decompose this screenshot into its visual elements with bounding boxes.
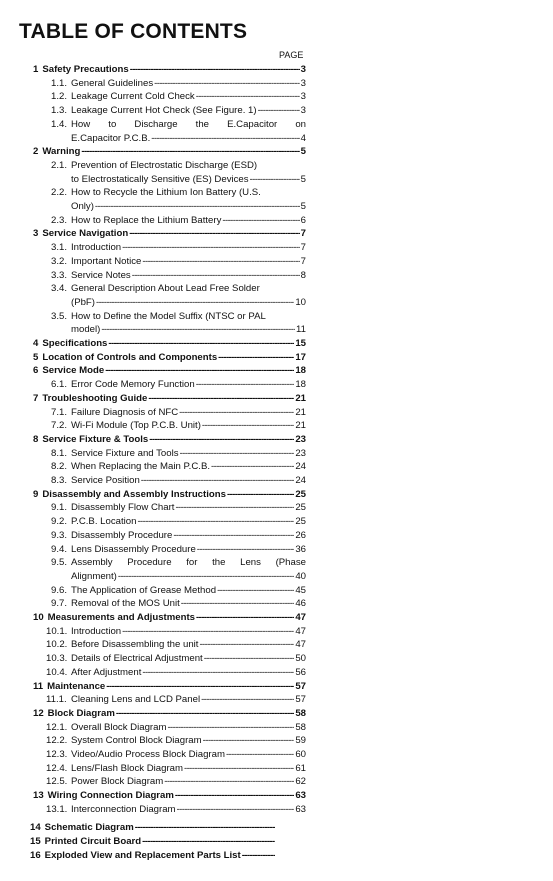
toc-entry	[51, 597, 306, 611]
toc-entry	[33, 364, 306, 378]
entry-page: 63	[295, 803, 306, 815]
toc-entry	[33, 433, 306, 447]
entry-page: 47	[295, 625, 306, 637]
toc-entry	[51, 186, 306, 200]
dot-leader	[201, 693, 294, 707]
toc-entry	[51, 556, 306, 570]
entry-title-continued: to Electrostatically Sensitive (ES) Devices	[71, 173, 249, 185]
entry-number: 2.1.	[51, 159, 68, 171]
entry-page: 3	[300, 64, 306, 75]
toc-entry	[33, 63, 306, 77]
entry-title: Assembly Procedure for the Lens (Phase	[71, 557, 306, 569]
dot-leader	[81, 145, 299, 159]
entry-title: Prevention of Electrostatic Discharge (ESD)	[71, 159, 258, 171]
entry-title: Troubleshooting Guide	[42, 392, 148, 404]
entry-title: When Replacing the Main P.C.B.	[71, 461, 211, 473]
entry-page: 7	[300, 255, 306, 267]
entry-page: 21	[295, 392, 306, 404]
entry-page: 24	[295, 475, 306, 486]
entry-number: 10.1.	[46, 625, 68, 637]
entry-number: 14	[30, 822, 41, 834]
dot-leader	[122, 625, 294, 639]
entry-number: 3.5.	[51, 310, 68, 322]
entry-number: 8.3.	[51, 475, 68, 486]
entry-number: 2	[33, 146, 39, 158]
dot-leader	[199, 638, 294, 652]
entry-page: 7	[300, 228, 306, 240]
entry-number: 16	[30, 849, 41, 861]
entry-page: 21	[295, 420, 306, 432]
entry-number: 7.2.	[51, 420, 68, 432]
toc-entry	[51, 378, 306, 392]
toc-entry	[51, 90, 306, 104]
entry-page: 46	[295, 598, 306, 610]
entry-page: 26	[295, 529, 306, 541]
entry-page: 5	[300, 201, 306, 212]
toc-entry	[33, 145, 306, 159]
entry-number: 2.3.	[51, 214, 68, 226]
dot-leader	[130, 63, 300, 77]
entry-title: Introduction	[71, 625, 122, 637]
entry-number: 9.3.	[51, 529, 68, 541]
dot-leader	[101, 323, 295, 337]
toc-entry	[33, 789, 306, 803]
toc-entry	[51, 269, 306, 283]
entry-page: 11	[296, 324, 306, 336]
toc-entry	[51, 447, 306, 461]
toc-entry	[51, 543, 306, 557]
dot-leader	[202, 419, 294, 433]
page-column-label: PAGE	[279, 50, 304, 60]
entry-page: 8	[300, 269, 306, 281]
dot-leader	[108, 337, 294, 351]
toc-entry	[30, 849, 276, 863]
toc-entry	[30, 835, 276, 849]
entry-page: 36	[295, 543, 306, 555]
entry-title: Important Notice	[71, 255, 142, 267]
entry-title: Location of Controls and Components	[42, 351, 218, 363]
entry-page: 60	[295, 749, 306, 760]
entry-page: 57	[295, 694, 306, 706]
entry-number: 12	[33, 707, 44, 719]
entry-title: Wi-Fi Module (Top P.C.B. Unit)	[71, 420, 201, 432]
entry-page: 21	[295, 406, 306, 418]
entry-title: Service Fixture and Tools	[71, 447, 179, 459]
entry-title: Service Navigation	[42, 228, 129, 240]
toc-entry-continued	[71, 132, 306, 146]
entry-number: 7.1.	[51, 406, 68, 418]
entry-title: Leakage Current Cold Check	[71, 91, 195, 103]
entry-title: Error Code Memory Function	[71, 379, 195, 391]
dot-leader	[217, 584, 294, 598]
entry-page: 57	[295, 680, 306, 692]
entry-title: Overall Block Diagram	[71, 721, 167, 733]
entry-number: 11	[33, 680, 44, 692]
entry-number: 13	[33, 790, 44, 802]
dot-leader	[154, 77, 300, 91]
entry-page: 25	[295, 502, 306, 514]
dot-leader	[173, 529, 294, 543]
toc-entry	[51, 255, 306, 269]
entry-number: 3.3.	[51, 269, 68, 281]
toc-entry	[51, 241, 306, 255]
entry-number: 10.3.	[46, 653, 68, 665]
entry-title: Details of Electrical Adjustment	[71, 653, 203, 665]
dot-leader	[227, 488, 294, 502]
entry-number: 6.1.	[51, 379, 68, 391]
entry-page: 25	[295, 516, 306, 528]
dot-leader	[151, 132, 299, 146]
toc-entry	[46, 748, 306, 762]
toc-entry	[33, 611, 306, 625]
entry-number: 10.2.	[46, 639, 68, 651]
entry-title: Measurements and Adjustments	[47, 612, 195, 623]
entry-page: 58	[295, 721, 306, 733]
entry-title: Exploded View and Replacement Parts List	[44, 849, 241, 861]
entry-number: 3.2.	[51, 255, 68, 267]
entry-number: 9.2.	[51, 516, 68, 528]
dot-leader	[177, 803, 295, 817]
toc-entry	[46, 734, 306, 748]
toc-entry-continued	[71, 173, 306, 187]
entry-title-continued: Alignment)	[71, 570, 117, 582]
entry-title: Schematic Diagram	[44, 822, 134, 834]
entry-number: 8	[33, 433, 39, 445]
dot-leader	[196, 611, 294, 625]
entry-title: Failure Diagnosis of NFC	[71, 406, 179, 418]
toc-entry	[33, 337, 306, 351]
entry-number: 1	[33, 64, 39, 75]
dot-leader	[197, 543, 295, 557]
dot-leader	[175, 789, 294, 803]
toc-entry	[33, 392, 306, 406]
entry-title: How to Define the Model Suffix (NTSC or PAL	[71, 310, 266, 322]
toc-entry	[30, 821, 276, 835]
entry-title: Service Fixture & Tools	[42, 433, 149, 445]
entry-number: 12.5.	[46, 776, 68, 788]
toc-entry	[51, 529, 306, 543]
entry-page: 3	[300, 77, 306, 89]
entry-number: 3.4.	[51, 283, 68, 295]
toc-entry	[51, 515, 306, 529]
entry-title: General Description About Lead Free Solder	[71, 283, 260, 295]
entry-title: Cleaning Lens and LCD Panel	[71, 694, 201, 706]
dot-leader	[142, 255, 299, 269]
entry-title: Lens/Flash Block Diagram	[71, 762, 183, 774]
entry-title-continued: (PbF)	[71, 296, 95, 308]
entry-title: Service Mode	[42, 365, 105, 377]
toc-entry	[51, 419, 306, 433]
toc-entry-continued	[71, 200, 306, 214]
entry-page: 23	[295, 447, 306, 459]
entry-title: Disassembly Flow Chart	[71, 502, 175, 514]
entry-number: 12.4.	[46, 762, 68, 774]
entry-title: Video/Audio Process Block Diagram	[71, 749, 225, 760]
entry-title: How to Discharge the E.Capacitor on	[71, 118, 306, 130]
entry-page: 5	[300, 146, 306, 158]
toc-entry	[46, 775, 306, 789]
entry-page: 4	[300, 132, 306, 144]
dot-leader	[142, 666, 294, 680]
entry-page: 61	[295, 762, 306, 774]
toc-entry	[46, 666, 306, 680]
entry-title: The Application of Grease Method	[71, 584, 217, 596]
toc-entry	[51, 501, 306, 515]
dot-leader	[222, 214, 299, 228]
entry-number: 4	[33, 338, 39, 349]
entry-number: 7	[33, 392, 39, 404]
entry-title: P.C.B. Location	[71, 516, 137, 528]
entry-page: 6	[300, 214, 306, 226]
dot-leader	[196, 378, 295, 392]
entry-title-continued: E.Capacitor P.C.B.	[71, 132, 151, 144]
dot-leader	[226, 748, 294, 762]
dot-leader	[137, 515, 294, 529]
entry-page: 45	[295, 584, 306, 596]
entry-title: Lens Disassembly Procedure	[71, 543, 196, 555]
entry-page: 56	[295, 666, 306, 678]
entry-title: Service Notes	[71, 269, 131, 281]
entry-title: Disassembly and Assembly Instructions	[42, 488, 226, 500]
dot-leader	[141, 474, 295, 488]
dot-leader	[242, 849, 275, 863]
entry-number: 9.1.	[51, 502, 68, 514]
entry-title: Interconnection Diagram	[71, 803, 176, 815]
entry-number: 12.3.	[46, 749, 68, 760]
entry-title: Printed Circuit Board	[44, 835, 142, 847]
entry-page: 63	[295, 790, 306, 802]
entry-title: Removal of the MOS Unit	[71, 598, 180, 610]
entry-page: 18	[295, 365, 306, 377]
entry-number: 1.4.	[51, 118, 68, 130]
dot-leader	[105, 364, 294, 378]
dot-leader	[204, 652, 295, 666]
entry-title: Warning	[42, 146, 81, 158]
toc-entry	[51, 77, 306, 91]
entry-page: 47	[295, 639, 306, 651]
dot-leader	[96, 296, 294, 310]
entry-number: 8.1.	[51, 447, 68, 459]
entry-number: 9.5.	[51, 557, 68, 569]
entry-number: 9.4.	[51, 543, 68, 555]
dot-leader	[106, 680, 294, 694]
dot-leader	[196, 90, 300, 104]
entry-number: 1.3.	[51, 105, 68, 117]
dot-leader	[179, 406, 294, 420]
toc-entry-continued	[71, 570, 306, 584]
toc-entry	[51, 584, 306, 598]
dot-leader	[181, 597, 295, 611]
toc-entry	[51, 118, 306, 132]
entry-title: Disassembly Procedure	[71, 529, 173, 541]
entry-title: System Control Block Diagram	[71, 735, 202, 747]
toc-entry	[51, 214, 306, 228]
entry-number: 11.1.	[46, 694, 67, 706]
dot-leader	[149, 433, 294, 447]
entry-page: 23	[295, 433, 306, 445]
entry-page: 17	[295, 351, 306, 363]
dot-leader	[116, 707, 294, 721]
toc-entry	[46, 638, 306, 652]
dot-leader	[142, 835, 275, 849]
entry-title: Introduction	[71, 242, 122, 254]
entry-title: Safety Precautions	[42, 64, 129, 75]
entry-page: 3	[300, 91, 306, 103]
entry-title: How to Replace the Lithium Battery	[71, 214, 222, 226]
entry-title: After Adjustment	[71, 666, 142, 678]
entry-page: 10	[295, 296, 306, 308]
dot-leader	[250, 173, 300, 187]
entry-number: 10	[33, 612, 44, 623]
toc-entry	[46, 762, 306, 776]
entry-number: 2.2.	[51, 187, 68, 199]
dot-leader	[218, 351, 294, 365]
entry-title: Leakage Current Hot Check (See Figure. 1)	[71, 105, 257, 117]
entry-page: 58	[295, 707, 306, 719]
entry-number: 1.1.	[51, 77, 68, 89]
entry-number: 9.7.	[51, 598, 68, 610]
entry-number: 3	[33, 228, 39, 240]
entry-number: 3.1.	[51, 242, 68, 254]
toc-entry	[46, 693, 306, 707]
entry-number: 6	[33, 365, 39, 377]
entry-number: 1.2.	[51, 91, 68, 103]
entry-page: 25	[295, 488, 306, 500]
toc-entry	[51, 159, 306, 173]
dot-leader	[203, 734, 295, 748]
entry-title: Wiring Connection Diagram	[47, 790, 174, 802]
page-title: TABLE OF CONTENTS	[19, 20, 248, 43]
dot-leader	[118, 570, 294, 584]
dot-leader	[135, 821, 275, 835]
entry-page: 50	[295, 653, 306, 665]
entry-page: 3	[300, 105, 306, 117]
entry-number: 10.4.	[46, 666, 68, 678]
dot-leader	[211, 460, 294, 474]
entry-title: Power Block Diagram	[71, 776, 164, 788]
entry-title: Service Position	[71, 475, 140, 486]
entry-title: Before Disassembling the unit	[71, 639, 199, 651]
entry-page: 24	[295, 461, 306, 473]
toc-entry	[51, 104, 306, 118]
dot-leader	[175, 501, 294, 515]
toc-entry	[51, 460, 306, 474]
entry-page: 5	[300, 173, 306, 185]
toc-entry	[46, 652, 306, 666]
entry-number: 13.1.	[46, 803, 68, 815]
entry-number: 8.2.	[51, 461, 68, 473]
entry-number: 15	[30, 835, 41, 847]
entry-page: 47	[295, 612, 306, 623]
dot-leader	[164, 775, 294, 789]
toc-entry	[46, 625, 306, 639]
entry-number: 9.6.	[51, 584, 68, 596]
toc-entry	[33, 680, 306, 694]
entry-title-continued: model)	[71, 324, 101, 336]
entry-page: 62	[295, 776, 306, 788]
entry-title: Maintenance	[47, 680, 106, 692]
toc-entry	[51, 474, 306, 488]
dot-leader	[167, 721, 294, 735]
toc-entry	[46, 721, 306, 735]
toc-entry	[46, 803, 306, 817]
dot-leader	[184, 762, 294, 776]
entry-number: 5	[33, 351, 39, 363]
entry-number: 12.1.	[46, 721, 68, 733]
dot-leader	[258, 104, 300, 118]
toc-entry	[51, 406, 306, 420]
dot-leader	[95, 200, 300, 214]
toc-entry	[51, 282, 306, 296]
entry-title-continued: Only)	[71, 201, 94, 212]
toc-entry	[33, 488, 306, 502]
entry-page: 59	[295, 735, 306, 747]
entry-page: 15	[295, 338, 306, 349]
entry-title: General Guidelines	[71, 77, 154, 89]
entry-number: 9	[33, 488, 39, 500]
dot-leader	[180, 447, 295, 461]
entry-title: Specifications	[42, 338, 108, 349]
entry-page: 40	[295, 570, 306, 582]
entry-page: 18	[295, 379, 306, 391]
dot-leader	[132, 269, 300, 283]
entry-title: Block Diagram	[47, 707, 115, 719]
toc-entry-continued	[71, 296, 306, 310]
toc-entry	[51, 310, 306, 324]
dot-leader	[148, 392, 294, 406]
entry-page: 7	[300, 242, 306, 254]
entry-title: How to Recycle the Lithium Ion Battery (U.S.	[71, 187, 261, 199]
entry-number: 12.2.	[46, 735, 68, 747]
toc-entry	[33, 707, 306, 721]
dot-leader	[129, 227, 299, 241]
toc-entry-continued	[71, 323, 306, 337]
dot-leader	[122, 241, 300, 255]
toc-entry	[33, 351, 306, 365]
toc-entry	[33, 227, 306, 241]
